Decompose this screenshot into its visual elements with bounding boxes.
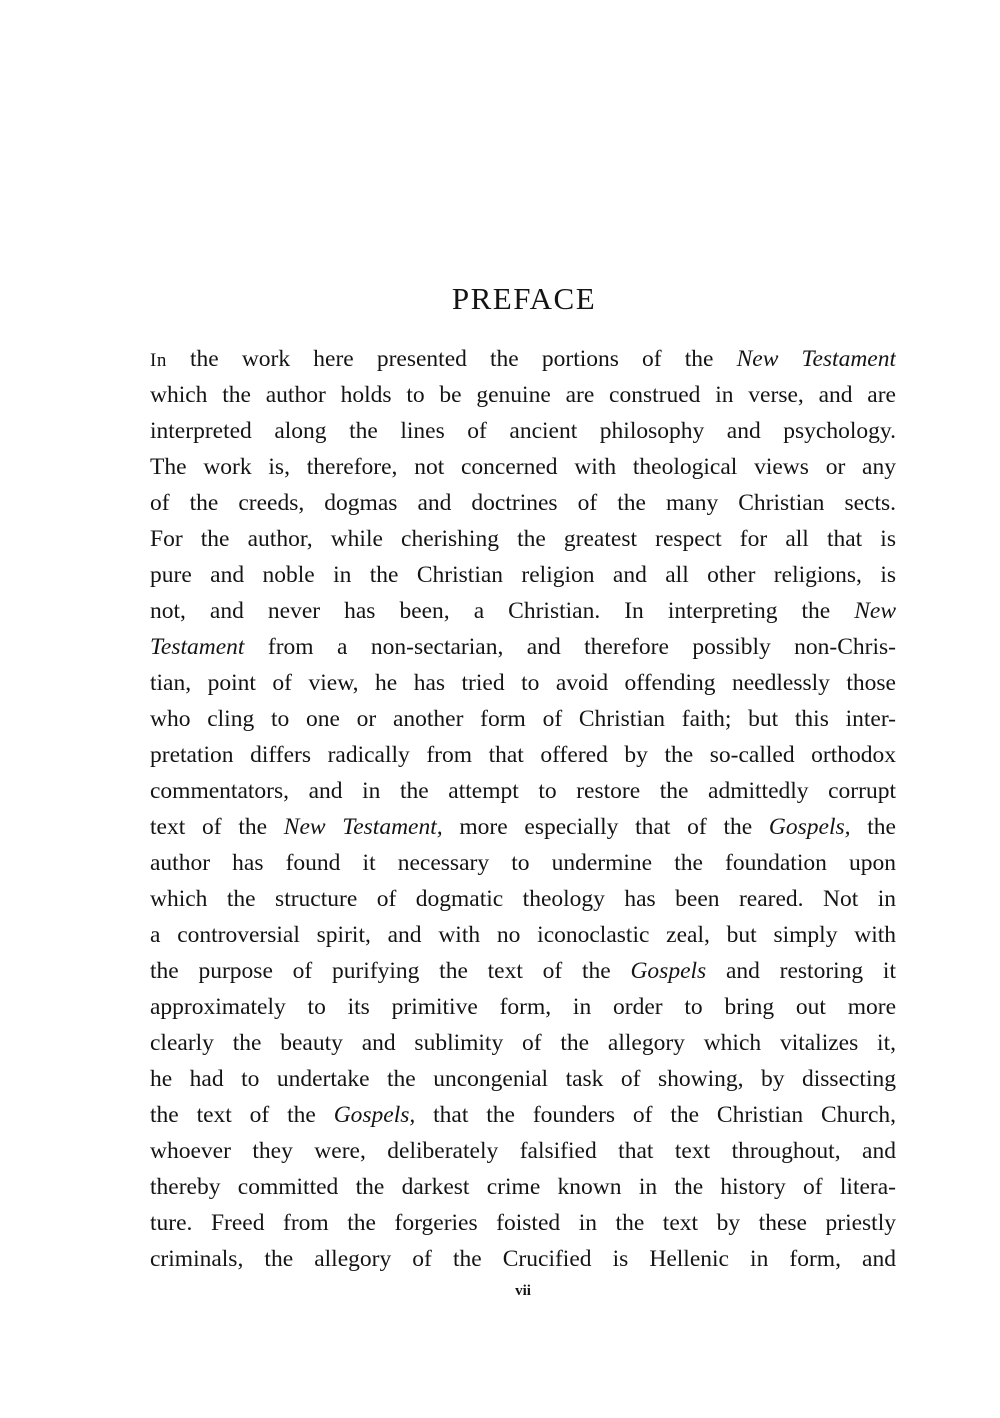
text-line bbox=[150, 1097, 896, 1133]
text-line bbox=[150, 629, 896, 665]
italic-title: Gospels bbox=[630, 958, 707, 984]
text-line bbox=[150, 917, 896, 953]
text-line bbox=[150, 485, 896, 521]
italic-title: New Testament bbox=[736, 346, 896, 372]
text-line bbox=[150, 1205, 896, 1241]
text-segment: he had to undertake the uncongenial task of showing, by dissecting bbox=[150, 1066, 896, 1092]
text-line bbox=[150, 773, 896, 809]
text-line bbox=[150, 521, 896, 557]
text-line bbox=[150, 1133, 896, 1169]
italic-title: New Testament, bbox=[283, 814, 443, 840]
text-line bbox=[150, 413, 896, 449]
text-segment: commentators, and in the attempt to restore the admittedly corrupt bbox=[150, 778, 896, 804]
text-segment: clearly the beauty and sublimity of the allegory which vitalizes it, bbox=[150, 1030, 896, 1056]
text-segment: thereby committed the darkest crime known in the history of litera- bbox=[150, 1174, 896, 1200]
text-segment: pretation differs radically from that offered by the so-called orthodox bbox=[150, 742, 896, 768]
text-line bbox=[150, 665, 896, 701]
text-segment: whoever they were, deliberately falsified that text throughout, and bbox=[150, 1138, 896, 1164]
text-line bbox=[150, 1241, 896, 1277]
text-line bbox=[150, 809, 896, 845]
italic-title: Gospels, bbox=[768, 814, 851, 840]
text-segment: the purpose of purifying the text of the bbox=[150, 958, 631, 984]
text-segment: and restoring it bbox=[706, 958, 896, 984]
text-line bbox=[150, 1025, 896, 1061]
page-number: vii bbox=[515, 1283, 531, 1299]
text-segment: more especially that of the bbox=[442, 814, 769, 840]
text-segment: ture. Freed from the forgeries foisted in the text by these priestly bbox=[150, 1210, 896, 1236]
text-segment: criminals, the allegory of the Crucified is Hellenic in form, and bbox=[150, 1246, 896, 1272]
preface-body bbox=[150, 341, 896, 1277]
italic-title: New bbox=[854, 598, 896, 624]
text-segment: approximately to its primitive form, in order to bring out more bbox=[150, 994, 896, 1020]
text-segment: from a non-sectarian, and therefore possibly non-Chris- bbox=[244, 634, 896, 660]
text-segment: that the founders of the Christian Church, bbox=[415, 1102, 896, 1128]
text-segment: In bbox=[150, 350, 167, 371]
text-line bbox=[150, 557, 896, 593]
text-segment: which the structure of dogmatic theology has been reared. Not in bbox=[150, 886, 896, 912]
text-line bbox=[150, 341, 896, 377]
text-segment: For the author, while cherishing the greatest respect for all that is bbox=[150, 526, 896, 552]
text-segment: pure and noble in the Christian religion and all other religions, is bbox=[150, 562, 896, 588]
text-segment: tian, point of view, he has tried to avoid offending needlessly those bbox=[150, 670, 896, 696]
italic-title: Gospels, bbox=[333, 1102, 416, 1128]
text-segment: the work here presented the portions of the bbox=[166, 346, 737, 372]
text-line bbox=[150, 377, 896, 413]
text-segment: text of the bbox=[150, 814, 284, 840]
text-line bbox=[150, 701, 896, 737]
text-segment: which the author holds to be genuine are construed in verse, and are bbox=[150, 382, 896, 408]
page-title: PREFACE bbox=[451, 281, 597, 316]
text-segment: interpreted along the lines of ancient philosophy and psychology. bbox=[150, 418, 896, 444]
text-segment: not, and never has been, a Christian. In interpreting the bbox=[150, 598, 855, 624]
text-line bbox=[150, 845, 896, 881]
text-line bbox=[150, 737, 896, 773]
italic-title: Testament bbox=[150, 634, 245, 660]
text-segment: a controversial spirit, and with no iconoclastic zeal, but simply with bbox=[150, 922, 896, 948]
text-line bbox=[150, 881, 896, 917]
text-line bbox=[150, 1169, 896, 1205]
text-line bbox=[150, 1061, 896, 1097]
text-line bbox=[150, 593, 896, 629]
text-line bbox=[150, 953, 896, 989]
text-segment: the bbox=[850, 814, 896, 840]
text-segment: The work is, therefore, not concerned with theological views or any bbox=[150, 454, 896, 480]
text-segment: who cling to one or another form of Christian faith; but this inter- bbox=[150, 706, 896, 732]
text-segment: of the creeds, dogmas and doctrines of the many Christian sects. bbox=[150, 490, 896, 516]
text-segment: the text of the bbox=[150, 1102, 334, 1128]
text-line bbox=[150, 449, 896, 485]
text-segment: author has found it necessary to undermine the foundation upon bbox=[150, 850, 896, 876]
text-line bbox=[150, 989, 896, 1025]
